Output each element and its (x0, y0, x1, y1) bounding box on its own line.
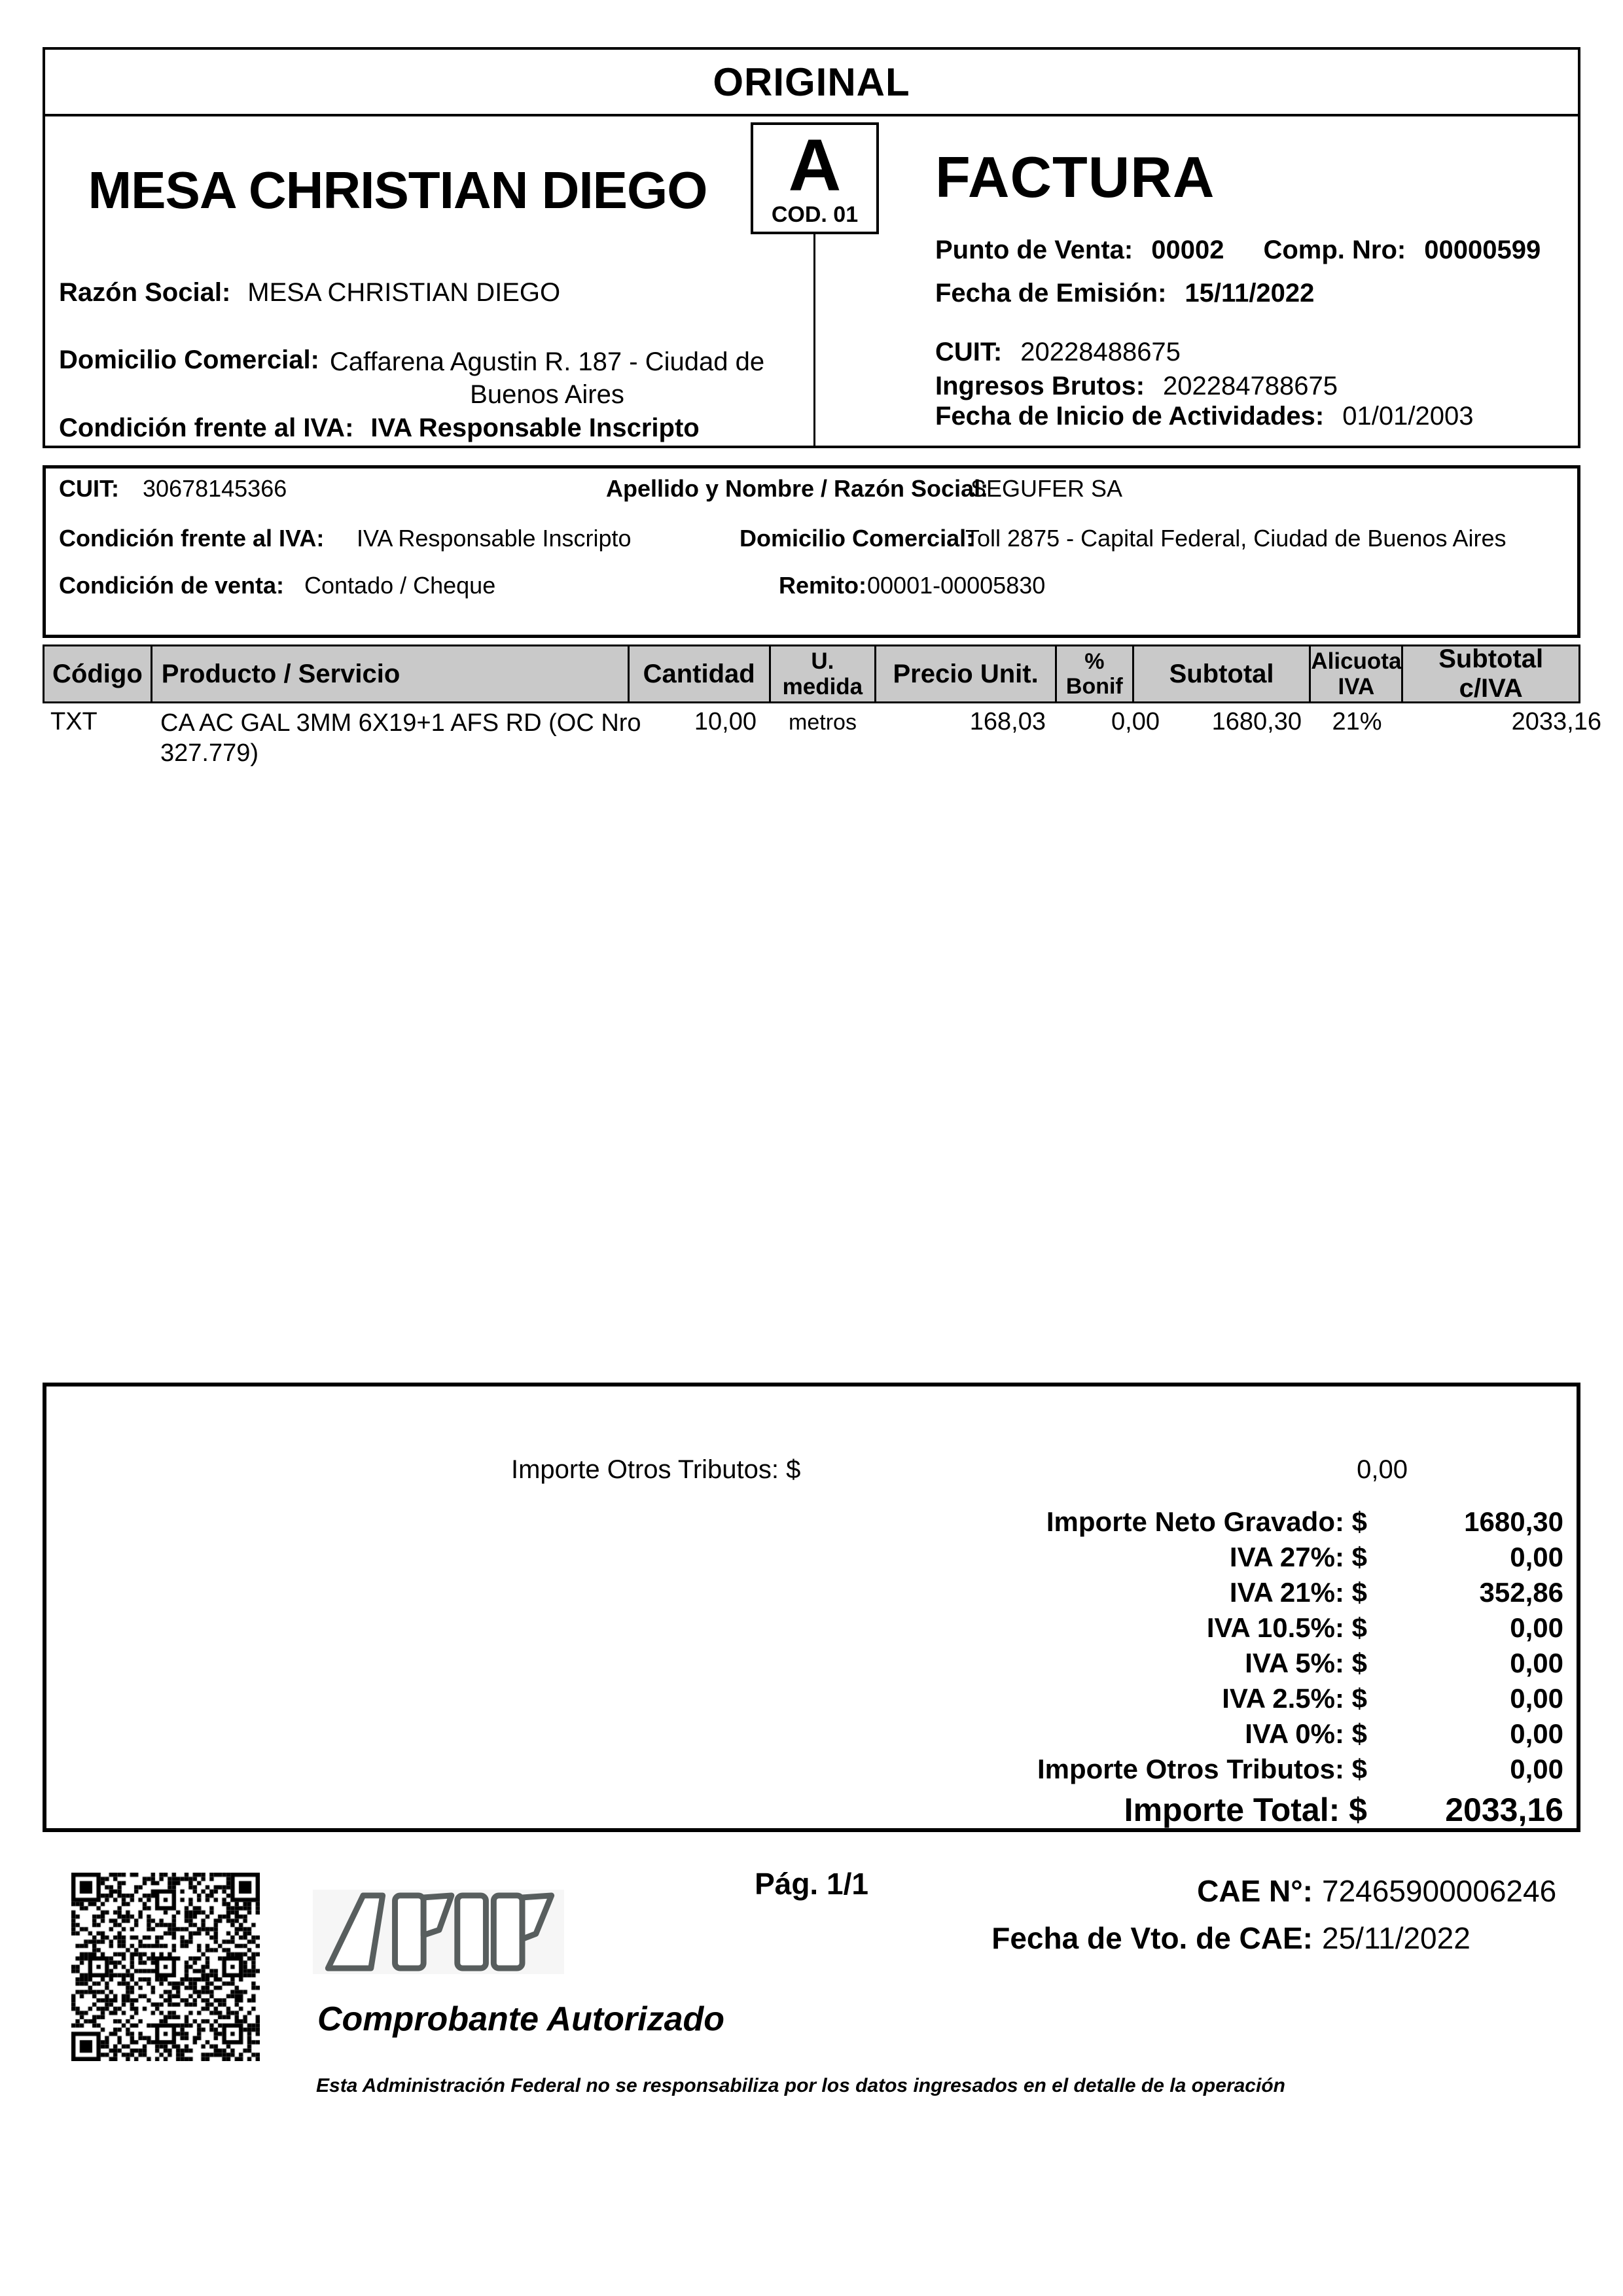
seller-cuit-label: CUIT: (935, 338, 1003, 366)
customer-box (43, 465, 1580, 638)
copy-type-banner (43, 47, 1580, 116)
page-number: Pág. 1/1 (755, 1867, 868, 1901)
item-codigo: TXT (50, 708, 98, 735)
total-row-iva-25: IVA 2.5%: $ 0,00 (1222, 1683, 1563, 1714)
col-header-producto: Producto / Servicio (152, 646, 630, 701)
cae-vto-line (982, 1915, 1574, 1962)
total-row-iva-5: IVA 5%: $ 0,00 (1245, 1648, 1563, 1678)
seller-condicion-iva-line (59, 414, 700, 443)
punto-venta-value: 00002 (1151, 236, 1224, 264)
ingresos-brutos-line (935, 372, 1338, 401)
razon-social-label: Razón Social: (59, 278, 231, 307)
cae-label: CAE N°: (1197, 1874, 1313, 1908)
col-header-alicuota-iva: Alicuota IVA (1311, 646, 1403, 701)
col-header-precio-unit: Precio Unit. (876, 646, 1057, 701)
customer-condicion-iva-value: IVA Responsable Inscripto (357, 525, 632, 552)
cae-value: 72465900006246 (1322, 1874, 1557, 1908)
customer-domicilio-value: Toll 2875 - Capital Federal, Ciudad de Buenos Aires (965, 525, 1507, 552)
domicilio-label: Domicilio Comercial: (59, 345, 319, 374)
fecha-emision-value: 15/11/2022 (1185, 279, 1315, 308)
seller-cuit-line (935, 338, 1181, 367)
seller-razon-social-line (59, 278, 560, 308)
total-row-iva-0: IVA 0%: $ 0,00 (1245, 1718, 1563, 1749)
document-title: FACTURA (935, 145, 1215, 209)
col-header-umedida: U. medida (771, 646, 877, 701)
condicion-iva-label: Condición frente al IVA: (59, 414, 354, 442)
otros-tributos-line (511, 1455, 1408, 1485)
customer-name-label: Apellido y Nombre / Razón Social: (606, 475, 989, 502)
otros-tributos-label: Importe Otros Tributos: $ (511, 1455, 801, 1484)
comp-nro-value: 00000599 (1424, 236, 1541, 264)
customer-domicilio-label: Domicilio Comercial: (740, 525, 974, 552)
item-table-row (43, 708, 1601, 780)
condicion-venta-label: Condición de venta: (59, 572, 285, 599)
items-table-header (43, 645, 1580, 703)
invoice-letter-box (751, 122, 879, 234)
ingresos-brutos-label: Ingresos Brutos: (935, 372, 1145, 400)
item-bonif: 0,00 (1111, 708, 1160, 735)
item-producto: CA AC GAL 3MM 6X19+1 AFS RD (OC Nro 327.779) (160, 709, 641, 767)
item-subtotal: 1680,30 (1211, 708, 1302, 735)
inicio-actividades-line (935, 402, 1473, 431)
item-precio-unit: 168,03 (969, 708, 1046, 735)
invoice-letter: A (788, 124, 842, 206)
total-row-otros-tributos: Importe Otros Tributos: $ 0,00 (1037, 1754, 1563, 1784)
punto-venta-label: Punto de Venta: (935, 236, 1133, 264)
item-cantidad: 10,00 (694, 708, 757, 735)
comp-nro-label: Comp. Nro: (1263, 236, 1406, 264)
ingresos-brutos-value: 202284788675 (1163, 372, 1338, 400)
col-header-bonif: % Bonif (1057, 646, 1134, 701)
cae-vto-label: Fecha de Vto. de CAE: (991, 1921, 1313, 1955)
customer-condicion-iva-label: Condición frente al IVA: (59, 525, 325, 552)
cae-block (982, 1867, 1574, 1962)
copy-type-label: ORIGINAL (713, 60, 910, 104)
domicilio-value: Caffarena Agustin R. 187 - Ciudad de Buenos Aires (329, 347, 765, 409)
col-header-subtotal: Subtotal (1134, 646, 1311, 701)
punto-venta-line (935, 236, 1541, 265)
remito-label: Remito: (779, 572, 866, 599)
seller-domicilio-line (59, 345, 770, 411)
customer-cuit-value: 30678145366 (143, 475, 287, 502)
inicio-actividades-label: Fecha de Inicio de Actividades: (935, 402, 1325, 431)
totals-box (43, 1383, 1580, 1832)
cae-vto-value: 25/11/2022 (1322, 1921, 1471, 1955)
condicion-venta-value: Contado / Cheque (304, 572, 496, 599)
comprobante-autorizado-label: Comprobante Autorizado (317, 2000, 725, 2038)
item-alicuota-iva: 21% (1332, 708, 1382, 735)
item-umedida: metros (789, 710, 857, 735)
total-row-iva-27: IVA 27%: $ 0,00 (1229, 1542, 1563, 1572)
cae-line (982, 1867, 1574, 1915)
afip-disclaimer: Esta Administración Federal no se responsabiliza por los datos ingresados en el detalle de la operación (316, 2075, 1285, 2096)
total-row-iva-105: IVA 10.5%: $ 0,00 (1206, 1612, 1563, 1643)
remito-value: 00001-00005830 (867, 572, 1046, 599)
condicion-iva-value: IVA Responsable Inscripto (370, 414, 700, 442)
col-header-cantidad: Cantidad (630, 646, 771, 701)
razon-social-value: MESA CHRISTIAN DIEGO (247, 278, 561, 307)
customer-cuit-label: CUIT: (59, 475, 119, 502)
col-header-codigo: Código (45, 646, 152, 701)
total-row-iva-21: IVA 21%: $ 352,86 (1229, 1577, 1563, 1608)
totals-rows (46, 1504, 1577, 1830)
header-divider (813, 234, 815, 448)
seller-company-name: MESA CHRISTIAN DIEGO (88, 161, 707, 219)
customer-name-value: SEGUFER SA (971, 475, 1123, 502)
total-row-neto-gravado: Importe Neto Gravado: $ 1680,30 (1046, 1506, 1563, 1537)
inicio-actividades-value: 01/01/2003 (1342, 402, 1474, 431)
otros-tributos-value: 0,00 (1357, 1455, 1408, 1484)
fecha-emision-label: Fecha de Emisión: (935, 279, 1167, 308)
fecha-emision-line (935, 279, 1314, 308)
afip-logo (313, 1890, 564, 1974)
invoice-letter-code: COD. 01 (771, 202, 859, 227)
item-subtotal-civa: 2033,16 (1511, 708, 1601, 735)
col-header-subtotal-civa: Subtotal c/IVA (1438, 645, 1544, 703)
seller-cuit-value: 20228488675 (1020, 338, 1181, 366)
qr-code-image (71, 1873, 260, 2061)
total-row-importe-total: Importe Total: $ 2033,16 (1124, 1792, 1563, 1828)
